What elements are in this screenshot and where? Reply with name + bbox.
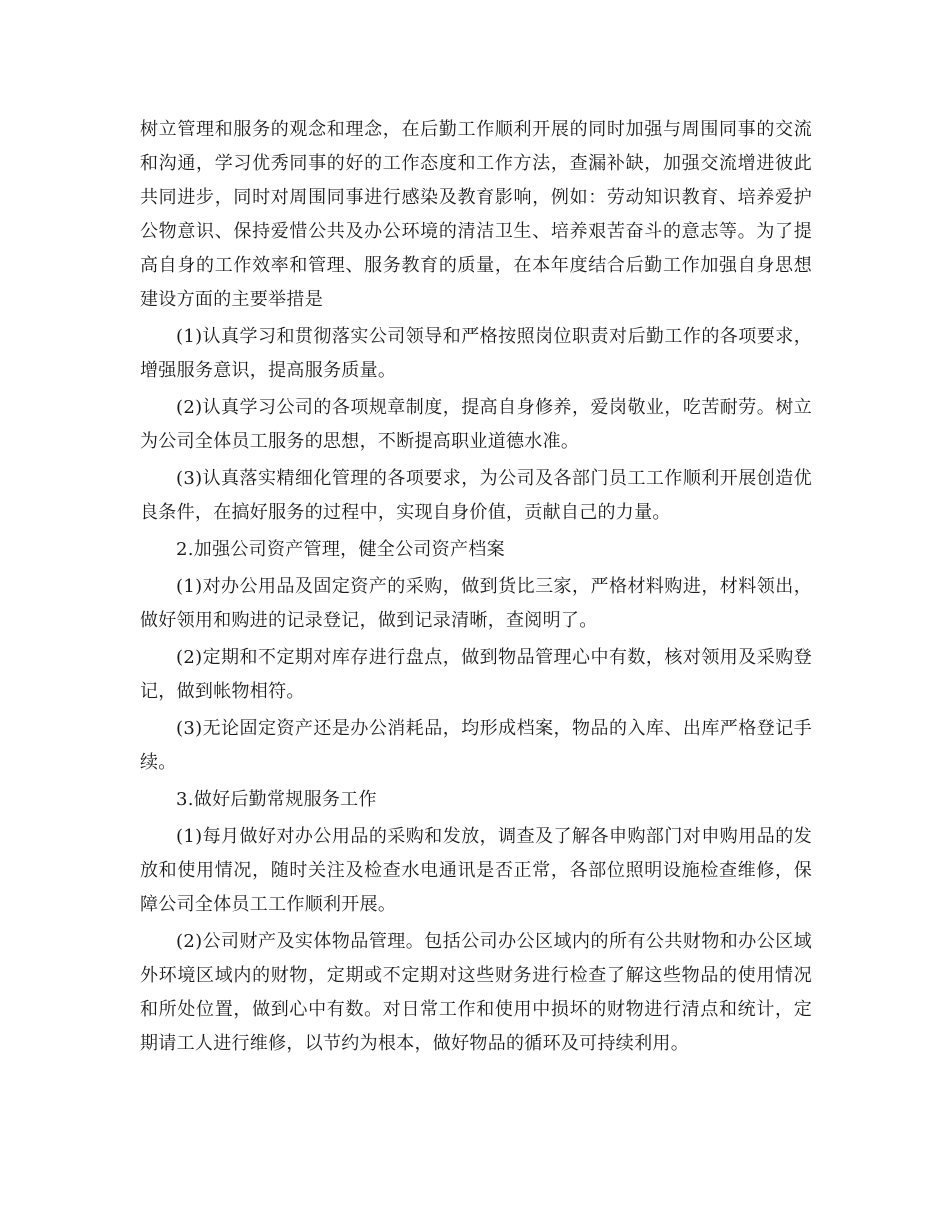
paragraph-item-1-1: (1)认真学习和贯彻落实公司领导和严格按照岗位职责对后勤工作的各项要求，增强服务意识，提高服务质量。 [140, 326, 812, 381]
paragraph-intro: 树立管理和服务的观念和理念，在后勤工作顺利开展的同时加强与周围同事的交流和沟通，学习优秀同事的好的工作态度和工作方法，查漏补缺，加强交流增进彼此共同进步，同时对周围同事进行感染及教育影响，例如：劳动知识教育、培养爱护公物意识、保持爱惜公共及办公环境的清洁卫生、培养艰苦奋斗的意志等。为了提高自身的工作效率和管理、服务教育的质量，在本年度结合后勤工作加强自身思想建设方面的主要举措是 [140, 119, 812, 310]
section-heading-3: 3.做好后勤常规服务工作 [176, 789, 377, 810]
paragraph-item-2-1: (1)对办公用品及固定资产的采购，做到货比三家，严格材料购进，材料领出，做好领用和购进的记录登记，做到记录清晰，查阅明了。 [140, 576, 812, 631]
paragraph-item-3-2: (2)公司财产及实体物品管理。包括公司办公区域内的所有公共财物和办公区域外环境区域内的财物，定期或不定期对这些财务进行检查了解这些物品的使用情况和所处位置，做到心中有数。对日常工作和使用中损坏的财物进行清点和统计，定期请工人进行维修，以节约为根本，做好物品的循环及可持续利用。 [140, 931, 812, 1054]
paragraph-item-1-3: (3)认真落实精细化管理的各项要求，为公司及各部门员工工作顺利开展创造优良条件，在搞好服务的过程中，实现自身价值，贡献自己的力量。 [140, 468, 812, 523]
paragraph-item-1-2: (2)认真学习公司的各项规章制度，提高自身修养，爱岗敬业，吃苦耐劳。树立为公司全体员工服务的思想，不断提高职业道德水准。 [140, 397, 812, 452]
section-heading-2: 2.加强公司资产管理，健全公司资产档案 [176, 539, 505, 560]
document-body [140, 113, 812, 1061]
paragraph-item-2-2: (2)定期和不定期对库存进行盘点，做到物品管理心中有数，核对领用及采购登记，做到帐物相符。 [140, 647, 812, 702]
paragraph-item-3-1: (1)每月做好对办公用品的采购和发放，调查及了解各申购部门对申购用品的发放和使用情况，随时关注及检查水电通讯是否正常，各部位照明设施检查维修，保障公司全体员工工作顺利开展。 [140, 826, 812, 915]
paragraph-item-2-3: (3)无论固定资产还是办公消耗品，均形成档案，物品的入库、出库严格登记手续。 [140, 718, 812, 773]
